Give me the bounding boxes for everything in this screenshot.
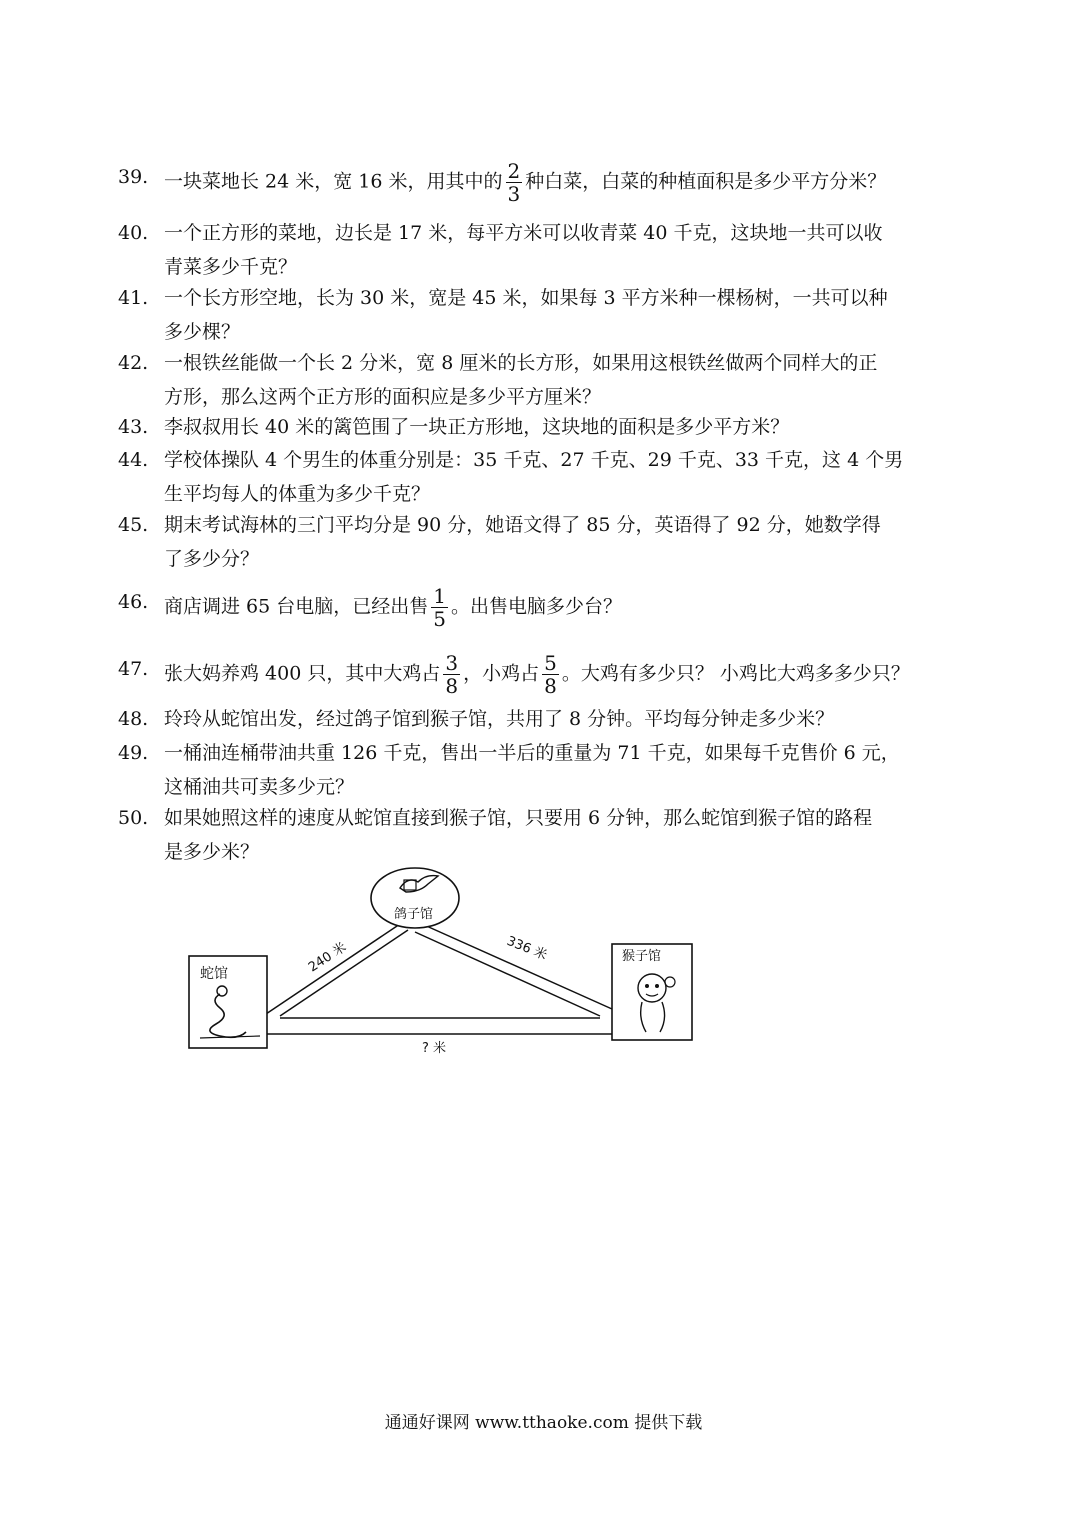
question-number: 42. — [118, 352, 149, 374]
question-48 — [118, 702, 978, 736]
fraction — [431, 585, 448, 630]
fraction-denominator: 8 — [544, 674, 557, 698]
question-line: 这桶油共可卖多少元？ — [164, 776, 355, 798]
question-number: 44. — [118, 449, 149, 471]
pigeon-house-label: 鸽子馆 — [394, 907, 434, 922]
question-number: 49. — [118, 742, 149, 764]
question-text: 张大妈养鸡 400 只，其中大鸡占 — [164, 662, 441, 685]
fraction-denominator: 8 — [445, 674, 459, 698]
question-line: 是多少米？ — [164, 841, 260, 863]
question-number: 45. — [118, 514, 149, 536]
question-45 — [118, 508, 978, 576]
snake-house-label: 蛇馆 — [200, 966, 228, 982]
fraction — [443, 652, 460, 697]
question-line: 玲玲从蛇馆出发，经过鸽子馆到猴子馆，共用了 8 分钟。平均每分钟走多少米？ — [164, 708, 835, 730]
route-diagram — [160, 866, 720, 1066]
question-text: 种白菜，白菜的种植面积是多少平方分米？ — [525, 170, 887, 193]
question-41 — [118, 281, 978, 349]
pigeon-house — [371, 868, 459, 928]
distance-label-left: 240 米 — [306, 939, 350, 976]
fraction-numerator: 1 — [433, 584, 446, 608]
question-49 — [118, 736, 978, 804]
question-line: 一根铁丝能做一个长 2 分米，宽 8 厘米的长方形，如果用这根铁丝做两个同样大的正 — [164, 352, 878, 374]
question-line: 青菜多少千克？ — [164, 256, 298, 278]
road-left — [263, 924, 408, 1016]
question-line: 如果她照这样的速度从蛇馆直接到猴子馆，只要用 6 分钟，那么蛇馆到猴子馆的路程 — [164, 807, 873, 829]
question-number: 43. — [118, 416, 149, 438]
question-number: 41. — [118, 287, 149, 309]
question-text: 一块菜地长 24 米，宽 16 米，用其中的 — [164, 170, 503, 193]
question-39 — [118, 160, 978, 205]
question-number: 40. — [118, 222, 149, 244]
question-40 — [118, 216, 978, 284]
question-text: 。大鸡有多少只？ 小鸡比大鸡多多少只？ — [561, 662, 910, 685]
question-line: 一个正方形的菜地，边长是 17 米，每平方米可以收青菜 40 千克，这块地一共可以收 — [164, 222, 883, 244]
fraction-denominator: 3 — [507, 182, 521, 206]
question-line: 学校体操队 4 个男生的体重分别是：35 千克、27 千克、29 千克、33 千克，这 4 个男 — [164, 449, 904, 471]
footer-credit: 通通好课网 www.tthaoke.com 提供下载 — [384, 1413, 703, 1433]
question-46 — [118, 585, 978, 630]
monkey-house — [612, 944, 692, 1040]
fraction-numerator: 5 — [544, 651, 557, 675]
question-43 — [118, 410, 978, 444]
fraction-denominator: 5 — [433, 607, 446, 631]
fraction-numerator: 3 — [445, 651, 459, 675]
question-number: 48. — [118, 708, 149, 730]
fraction — [542, 652, 559, 697]
question-line: 方形，那么这两个正方形的面积应是多少平方厘米？ — [164, 386, 602, 408]
question-line: 了多少分？ — [164, 548, 260, 570]
question-50 — [118, 801, 978, 869]
question-42 — [118, 346, 978, 414]
distance-label-right: 336 米 — [504, 933, 550, 964]
distance-label-bottom: ? 米 — [422, 1041, 447, 1056]
question-47 — [118, 652, 978, 697]
monkey-house-label: 猴子馆 — [622, 949, 662, 964]
question-text: 。出售电脑多少台？ — [451, 595, 623, 618]
question-line: 一桶油连桶带油共重 126 千克，售出一半后的重量为 71 千克，如果每千克售价 6 元， — [164, 742, 900, 764]
question-line: 一个长方形空地，长为 30 米，宽是 45 米，如果每 3 平方米种一棵杨树，一共可以种 — [164, 287, 888, 309]
question-text: 商店调进 65 台电脑，已经出售 — [164, 595, 429, 618]
question-line: 多少棵？ — [164, 321, 241, 343]
question-text: ，小鸡占 — [463, 662, 540, 685]
question-number: 50. — [118, 807, 149, 829]
fraction — [506, 160, 523, 205]
question-44 — [118, 443, 978, 511]
question-line: 李叔叔用长 40 米的篱笆围了一块正方形地，这块地的面积是多少平方米？ — [164, 416, 790, 438]
snake-house — [189, 956, 267, 1048]
question-number: 47. — [118, 658, 149, 680]
question-line: 期末考试海林的三门平均分是 90 分，她语文得了 85 分，英语得了 92 分，她数学得 — [164, 514, 881, 536]
fraction-numerator: 2 — [507, 159, 521, 183]
question-line: 生平均每人的体重为多少千克？ — [164, 483, 431, 505]
question-number: 39. — [118, 166, 149, 188]
question-number: 46. — [118, 591, 149, 613]
road-bottom — [263, 1018, 612, 1034]
